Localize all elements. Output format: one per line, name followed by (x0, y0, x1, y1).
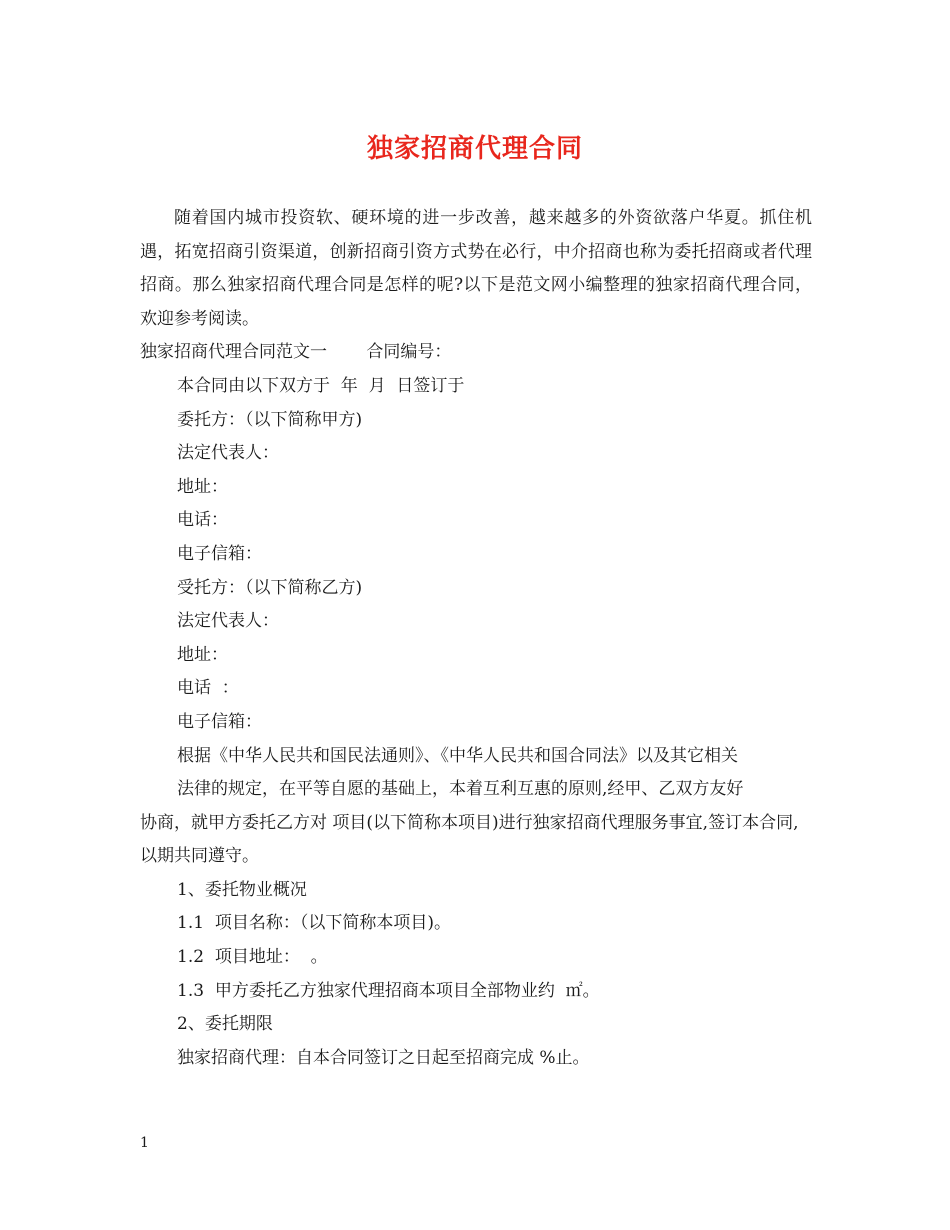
legal-basis-paragraph (140, 740, 812, 874)
sample-heading: 独家招商代理合同范文一 合同编号： (140, 342, 452, 363)
contract-line: 本合同由以下双方于 年 月 日签订于 (177, 375, 465, 396)
client-address-line: 地址： (177, 476, 228, 497)
client-line: 委托方：（以下简称甲方) (177, 409, 363, 430)
legal-basis-line-1: 根据《中华人民共和国民法通则》、《中华人民共和国合同法》以及其它相关 (177, 745, 738, 766)
client-phone-line: 电话： (177, 510, 228, 531)
agent-phone-line: 电话 ： (177, 678, 239, 699)
client-representative-line: 法定代表人： (177, 443, 279, 464)
document-title: 独家招商代理合同 (366, 134, 583, 164)
page-number: 1 (140, 1135, 149, 1151)
agent-email-line: 电子信箱： (177, 711, 262, 732)
agent-representative-line: 法定代表人： (177, 611, 279, 632)
section-1-heading: 1、委托物业概况 (177, 879, 307, 900)
agent-address-line: 地址： (177, 644, 228, 665)
document-body (140, 202, 812, 1075)
agent-line: 受托方：（以下简称乙方) (177, 577, 363, 598)
section-1-item: 1.3 甲方委托乙方独家代理招商本项目全部物业约 ㎡。 (177, 980, 600, 1001)
intro-paragraph: 随着国内城市投资软、硬环境的进一步改善，越来越多的外资欲落户华夏。抓住机遇，拓宽招商引资渠道，创新招商引资方式势在必行，中介招商也称为委托招商或者代理招商。那么独家招商代理合同是怎样的呢?以下是范文网小编整理的独家招商代理合同，欢迎参考阅读。 (140, 208, 812, 329)
section-1-item: 1.1 项目名称：（以下简称本项目)。 (177, 913, 451, 934)
section-2-text: 独家招商代理：自本合同签订之日起至招商完成 %止。 (177, 1047, 590, 1068)
legal-basis-line-2: 法律的规定，在平等自愿的基础上，本着互利互惠的原则,经甲、乙双方友好 (177, 779, 744, 800)
client-email-line: 电子信箱： (177, 543, 262, 564)
section-2-heading: 2、委托期限 (177, 1014, 273, 1035)
legal-basis-rest: 协商，就甲方委托乙方对 项目(以下简称本项目)进行独家招商代理服务事宜,签订本合同,以期共同遵守。 (140, 812, 799, 867)
section-1-item: 1.2 项目地址： 。 (177, 947, 328, 968)
